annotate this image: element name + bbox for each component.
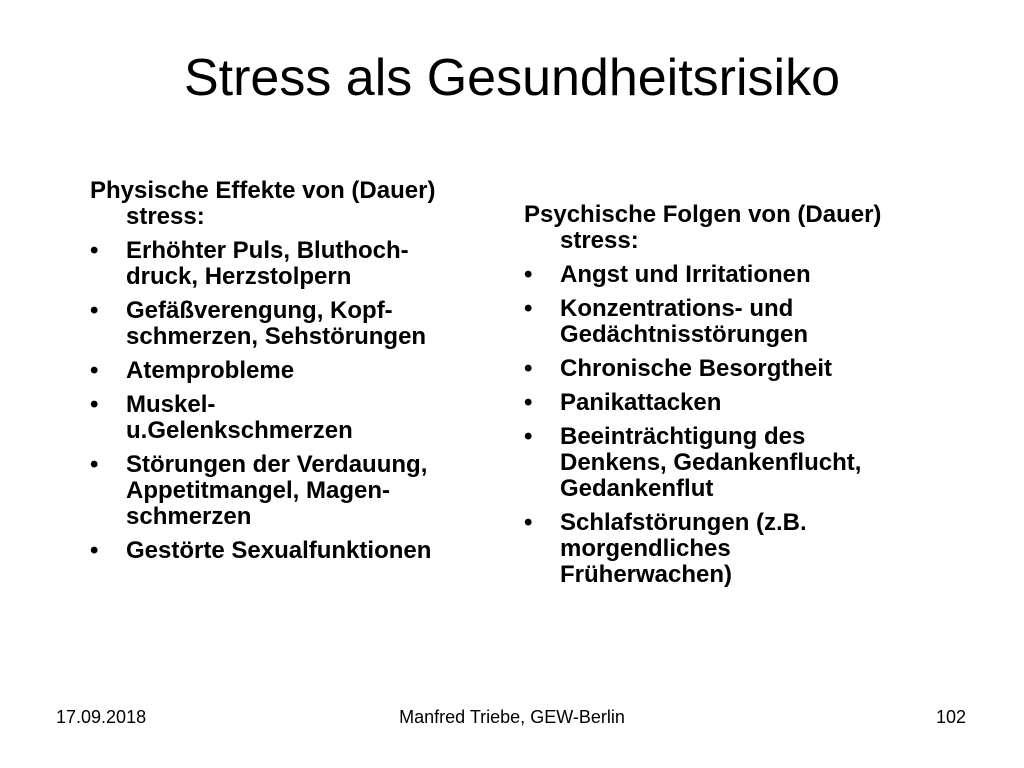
- bullet-icon: •: [90, 297, 99, 324]
- list-item: [90, 392, 510, 444]
- psychological-effects-column: [524, 202, 944, 596]
- bullet-icon: •: [524, 423, 533, 450]
- list-item-text: Störungen der Verdauung, Appetitmangel, Magen- schmerzen: [126, 451, 428, 530]
- page-number: 102: [935, 707, 966, 727]
- list-item-text: Atemprobleme: [126, 357, 295, 384]
- psychological-effects-heading: Psychische Folgen von (Dauer) stress:: [524, 201, 882, 254]
- list-item-text: Konzentrations- und Gedächtnisstörungen: [560, 295, 809, 348]
- list-item: [524, 390, 944, 416]
- list-item: [90, 238, 510, 290]
- bullet-icon: •: [524, 509, 533, 536]
- list-item: [524, 262, 944, 288]
- list-item: [90, 538, 510, 564]
- list-item: [524, 510, 944, 588]
- list-item: [524, 424, 944, 502]
- list-item: [90, 452, 510, 530]
- bullet-icon: •: [90, 237, 99, 264]
- physical-effects-list: [90, 238, 510, 564]
- list-item: [90, 298, 510, 350]
- footer-date: 17.09.2018: [56, 707, 147, 727]
- list-item-text: Panikattacken: [560, 389, 722, 416]
- list-item: [90, 358, 510, 384]
- physical-effects-heading: Physische Effekte von (Dauer) stress:: [90, 177, 436, 230]
- list-item: [524, 356, 944, 382]
- list-item-text: Schlafstörungen (z.B. morgendliches Früherwachen): [560, 509, 807, 588]
- list-item-text: Erhöhter Puls, Bluthoch- druck, Herzstolpern: [126, 237, 409, 290]
- list-item-text: Gestörte Sexualfunktionen: [126, 537, 432, 564]
- footer-author: Manfred Triebe, GEW-Berlin: [399, 707, 625, 727]
- list-item: [524, 296, 944, 348]
- list-item-text: Beeinträchtigung des Denkens, Gedankenflucht, Gedankenflut: [560, 423, 862, 502]
- bullet-icon: •: [90, 391, 99, 418]
- bullet-icon: •: [90, 451, 99, 478]
- bullet-icon: •: [524, 261, 533, 288]
- bullet-icon: •: [90, 537, 99, 564]
- list-item-text: Angst und Irritationen: [560, 261, 811, 288]
- physical-effects-column: [90, 178, 510, 572]
- bullet-icon: •: [90, 357, 99, 384]
- bullet-icon: •: [524, 295, 533, 322]
- list-item-text: Muskel- u.Gelenkschmerzen: [126, 391, 353, 444]
- list-item-text: Chronische Besorgtheit: [560, 355, 833, 382]
- bullet-icon: •: [524, 389, 533, 416]
- slide-title: Stress als Gesundheitsrisiko: [183, 49, 841, 107]
- bullet-icon: •: [524, 355, 533, 382]
- psychological-effects-list: [524, 262, 944, 588]
- list-item-text: Gefäßverengung, Kopf- schmerzen, Sehstörungen: [126, 297, 427, 350]
